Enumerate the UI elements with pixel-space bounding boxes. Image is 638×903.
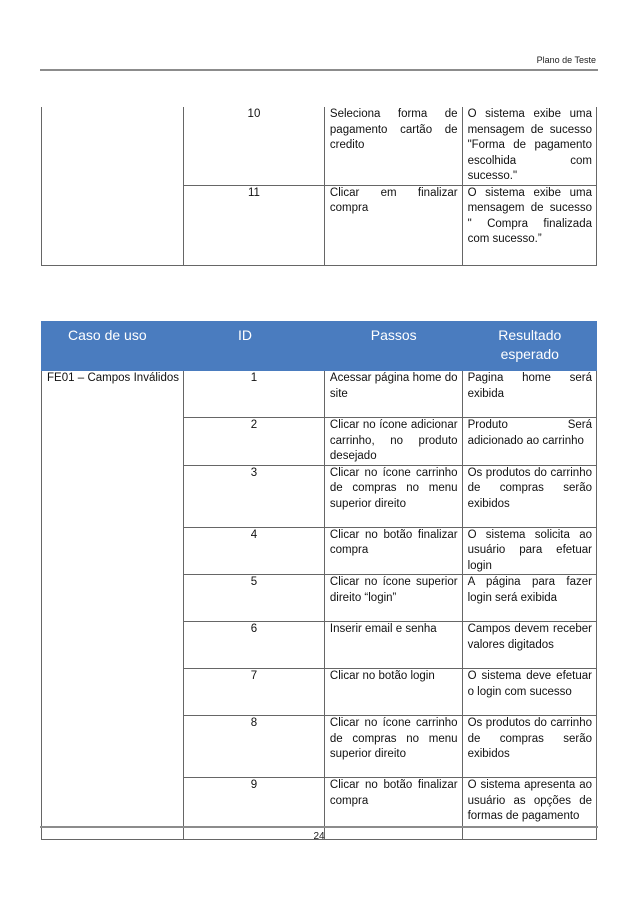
step-id: 2	[184, 418, 325, 466]
expected-result: A página para fazer login será exibida	[462, 575, 596, 622]
step-id: 3	[184, 465, 325, 527]
step-id: 5	[184, 575, 325, 622]
step-id: 8	[184, 716, 325, 778]
step-text: Clicar no ícone carrinho de compras no menu superior direito	[324, 465, 462, 527]
expected-result: Produto Será adicionado ao carrinho	[462, 418, 596, 466]
expected-result: O sistema exibe uma mensagem de sucesso " Compra finalizada com sucesso.”	[462, 185, 596, 265]
step-id: 10	[184, 107, 325, 185]
step-text: Clicar no botão finalizar compra	[324, 778, 462, 840]
table-row	[42, 107, 597, 185]
header-caso-de-uso: Caso de uso	[42, 322, 184, 371]
step-text: Clicar no botão login	[324, 669, 462, 716]
fe01-test-table	[41, 321, 597, 840]
expected-result: O sistema apresenta ao usuário as opções de formas de pagamento	[462, 778, 596, 840]
step-text: Clicar no ícone superior direito “login”	[324, 575, 462, 622]
expected-result: O sistema deve efetuar o login com sucesso	[462, 669, 596, 716]
step-id: 7	[184, 669, 325, 716]
expected-result: O sistema exibe uma mensagem de sucesso "Forma de pagamento escolhida com sucesso."	[462, 107, 596, 185]
step-text: Inserir email e senha	[324, 622, 462, 669]
step-text: Clicar no ícone adicionar carrinho, no produto desejado	[324, 418, 462, 466]
step-text: Acessar página home do site	[324, 371, 462, 418]
caso-de-uso-cell: FE01 – Campos Inválidos	[42, 371, 184, 840]
step-id: 9	[184, 778, 325, 840]
expected-result: O sistema solicita ao usuário para efetuar login	[462, 527, 596, 575]
header-rule	[40, 69, 598, 71]
expected-result: Campos devem receber valores digitados	[462, 622, 596, 669]
table-row	[42, 371, 597, 418]
header-resultado: Resultado esperado	[462, 322, 596, 371]
header-id: ID	[184, 322, 325, 371]
step-id: 11	[184, 185, 325, 265]
expected-result: Os produtos do carrinho de compras serão exibidos	[462, 716, 596, 778]
header-passos: Passos	[324, 322, 462, 371]
page-number: 24	[313, 831, 325, 842]
step-id: 1	[184, 371, 325, 418]
caso-cell-empty	[42, 107, 184, 265]
step-text: Clicar no botão finalizar compra	[324, 527, 462, 575]
continued-test-table	[41, 107, 597, 266]
step-id: 6	[184, 622, 325, 669]
step-text: Clicar no ícone carrinho de compras no menu superior direito	[324, 716, 462, 778]
footer-rule	[40, 826, 598, 828]
step-text: Seleciona forma de pagamento cartão de credito	[324, 107, 462, 185]
step-id: 4	[184, 527, 325, 575]
step-text: Clicar em finalizar compra	[324, 185, 462, 265]
expected-result: Os produtos do carrinho de compras serão exibidos	[462, 465, 596, 527]
header-title: Plano de Teste	[536, 55, 596, 65]
table-header-row	[42, 322, 597, 371]
expected-result: Pagina home será exibida	[462, 371, 596, 418]
